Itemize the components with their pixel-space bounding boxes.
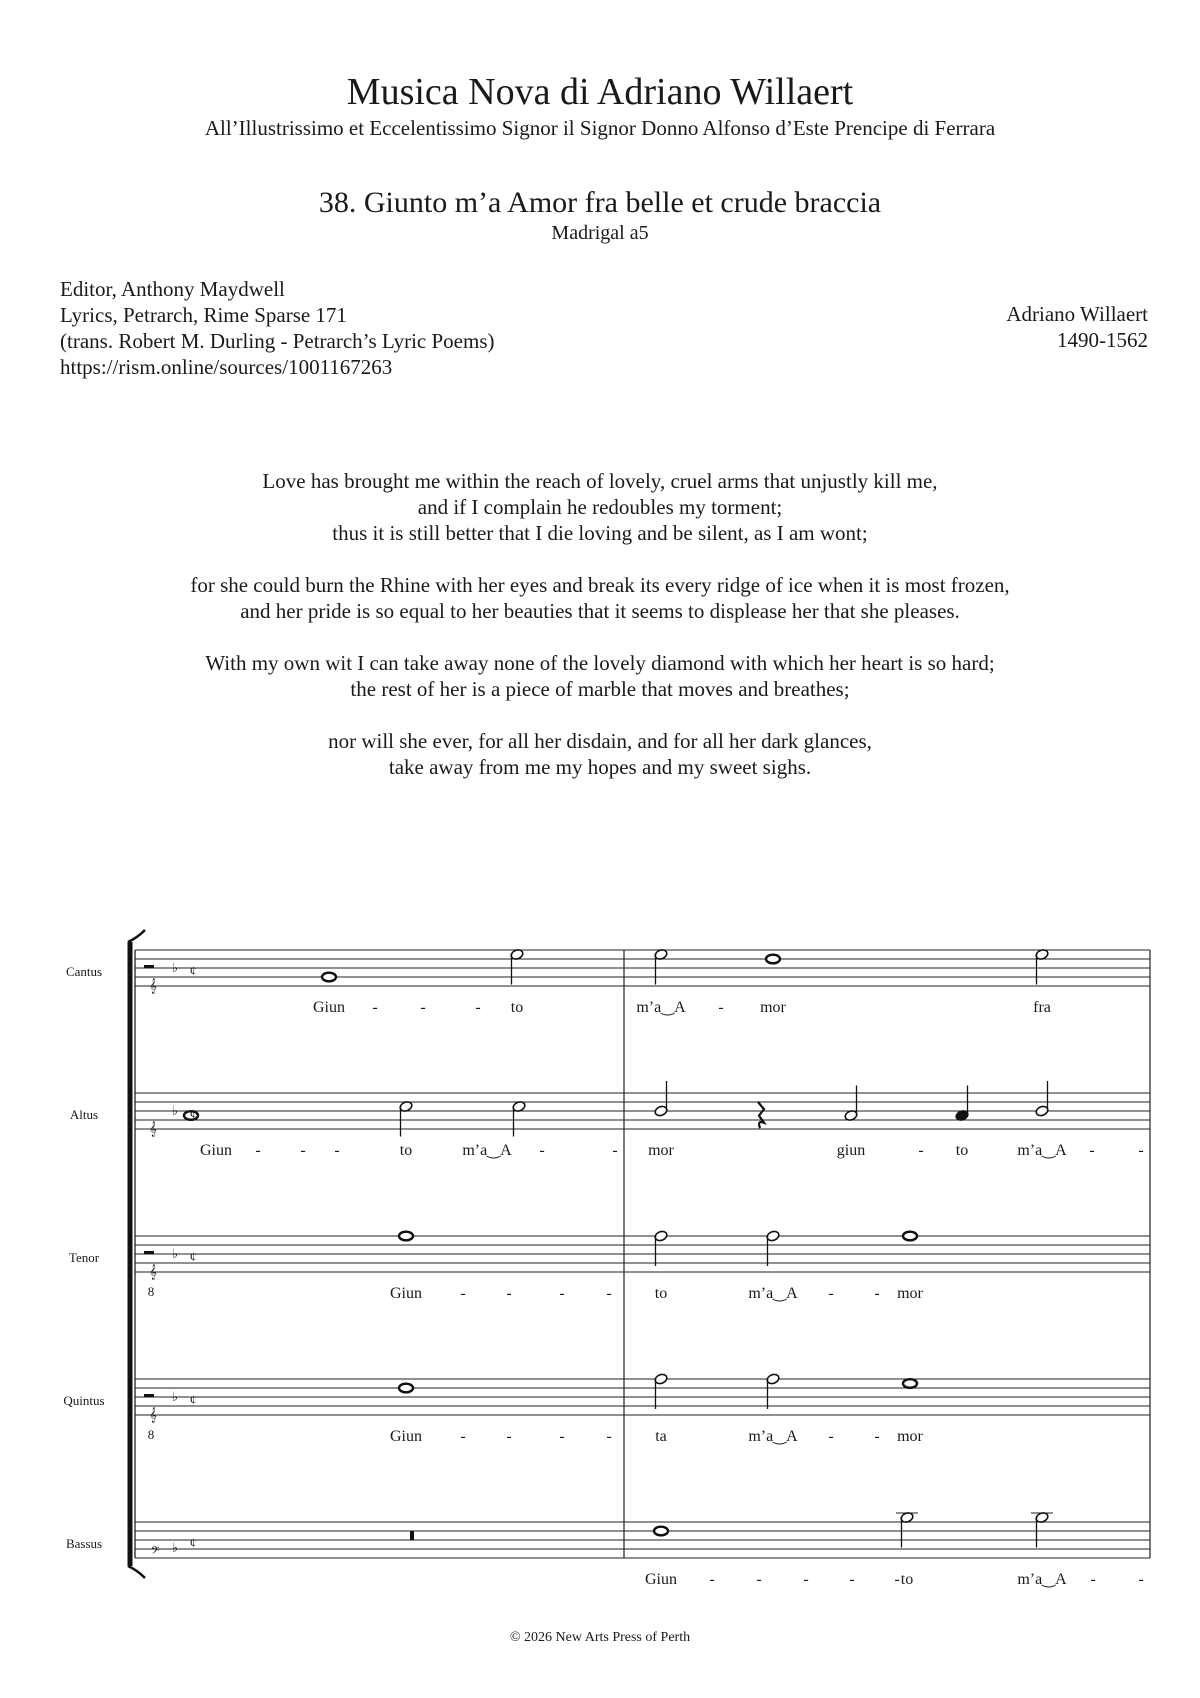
lyric-syllable: mor [897, 1428, 923, 1445]
lyric-syllable: Giun [390, 1285, 422, 1302]
lyric-syllable: to [900, 1571, 914, 1588]
part-label: Quintus [63, 1393, 105, 1408]
flat-key-signature-icon: ♭ [171, 1246, 179, 1261]
flat-key-signature-icon: ♭ [171, 1389, 179, 1404]
lyric-hyphen: - [918, 1142, 924, 1159]
lyrics-credit: Lyrics, Petrarch, Rime Sparse 171 [60, 303, 347, 327]
lyric-hyphen: - [1089, 1142, 1095, 1159]
lyric-hyphen: - [475, 999, 481, 1016]
lyric-hyphen: - [506, 1428, 512, 1445]
lyric-hyphen: - [606, 1285, 612, 1302]
lyric-hyphen: - [506, 1285, 512, 1302]
poem-line: nor will she ever, for all her disdain, and for all her dark glances, [328, 729, 872, 753]
semibreve-note [903, 1232, 917, 1241]
semibreve-note [654, 1527, 668, 1536]
cut-time-icon: ¢ [189, 1106, 197, 1121]
lyric-hyphen: - [1090, 1571, 1096, 1588]
lyric-syllable: ta [655, 1428, 667, 1445]
semibreve-note [322, 973, 336, 982]
staff-tenor [69, 1230, 1150, 1379]
lyric-syllable: Giun [390, 1428, 422, 1445]
lyric-syllable: m’a‿A [636, 999, 686, 1016]
octave-marker: 8 [147, 1427, 155, 1442]
lyric-hyphen: - [559, 1428, 565, 1445]
part-label: Bassus [65, 1536, 103, 1551]
lyric-hyphen: - [718, 999, 724, 1016]
composer-dates: 1490-1562 [1057, 328, 1148, 352]
lyric-hyphen: - [849, 1571, 855, 1588]
editor-credit: Editor, Anthony Maydwell [60, 277, 285, 301]
lyric-syllable: Giun [200, 1142, 232, 1159]
semibreve-note [399, 1232, 413, 1241]
treble-clef-icon: 𝄞 [149, 1407, 157, 1422]
staff-cantus [66, 948, 1150, 1093]
composer-name: Adriano Willaert [1006, 302, 1148, 326]
poem-line: thus it is still better that I die loving and be silent, as I am wont; [332, 521, 868, 545]
lyric-hyphen: - [539, 1142, 545, 1159]
part-label: Altus [69, 1107, 99, 1122]
flat-key-signature-icon: ♭ [171, 1103, 179, 1118]
poem-line: and if I complain he redoubles my torment; [417, 495, 783, 519]
lyric-syllable: mor [897, 1285, 923, 1302]
lyric-syllable: to [654, 1285, 668, 1302]
treble-clef-icon: 𝄞 [149, 1264, 157, 1279]
octave-marker: 8 [147, 1284, 155, 1299]
lyric-syllable: Giun [645, 1571, 677, 1588]
treble-clef-icon: 𝄞 [149, 978, 157, 993]
poem-line: Love has brought me within the reach of lovely, cruel arms that unjustly kill me, [262, 469, 938, 493]
lyric-hyphen: - [1138, 1571, 1144, 1588]
lyric-hyphen: - [828, 1285, 834, 1302]
poem-line: and her pride is so equal to her beauties that it seems to displease her that she pleases. [240, 599, 960, 623]
lyric-syllable: to [955, 1142, 969, 1159]
semibreve-note [399, 1384, 413, 1393]
lyric-syllable: m’a‿A [1017, 1571, 1067, 1588]
translation-credit: (trans. Robert M. Durling - Petrarch’s Lyric Poems) [60, 329, 495, 353]
flat-key-signature-icon: ♭ [171, 1540, 179, 1555]
lyric-hyphen: - [559, 1285, 565, 1302]
lyric-hyphen: - [756, 1571, 762, 1588]
lyric-hyphen: - [1138, 1142, 1144, 1159]
treble-clef-icon: 𝄞 [149, 1121, 157, 1136]
lyric-syllable: Giun [313, 999, 345, 1016]
source-link[interactable]: https://rism.online/sources/1001167263 [60, 355, 393, 379]
cut-time-icon: ¢ [189, 1249, 197, 1264]
lyric-syllable: mor [648, 1142, 674, 1159]
cut-time-icon: ¢ [189, 963, 197, 978]
lyric-hyphen: - [803, 1571, 809, 1588]
breve-rest [410, 1531, 414, 1540]
minim-rest [144, 1251, 154, 1255]
lyric-hyphen: - [874, 1285, 880, 1302]
semibreve-note [766, 955, 780, 964]
copyright-notice: © 2026 New Arts Press of Perth [509, 1630, 691, 1645]
lyric-syllable: m’a‿A [462, 1142, 512, 1159]
bracket-bottom-hook [128, 1566, 145, 1578]
staff-quintus [63, 1373, 1150, 1522]
lyric-hyphen: - [460, 1285, 466, 1302]
lyric-syllable: m’a‿A [748, 1285, 798, 1302]
lyric-hyphen: - [874, 1428, 880, 1445]
lyric-hyphen: - [334, 1142, 340, 1159]
lyric-hyphen: - [420, 999, 426, 1016]
lyric-syllable: mor [760, 999, 786, 1016]
staff-bassus [66, 1511, 1150, 1558]
lyric-syllable: fra [1033, 999, 1051, 1016]
lyric-hyphen: - [255, 1142, 261, 1159]
lyric-hyphen: - [606, 1428, 612, 1445]
part-label: Cantus [65, 964, 103, 979]
semibreve-note [903, 1379, 917, 1388]
minim-rest [144, 965, 154, 969]
dedication-line: All’Illustrissimo et Eccelentissimo Signor il Signor Donno Alfonso d’Este Prencipe di Ferrara [204, 116, 996, 140]
piece-subtitle: Madrigal a5 [551, 222, 649, 244]
lyric-hyphen: - [894, 1571, 900, 1588]
lyric-hyphen: - [372, 999, 378, 1016]
lyric-hyphen: - [709, 1571, 715, 1588]
part-label: Tenor [68, 1250, 100, 1265]
poem-line: take away from me my hopes and my sweet sighs. [388, 755, 812, 779]
poem-line: for she could burn the Rhine with her eyes and break its every ridge of ice when it is most frozen, [190, 573, 1010, 597]
lyric-syllable: to [399, 1142, 413, 1159]
crotchet-rest [758, 1102, 764, 1128]
lyric-syllable: to [510, 999, 524, 1016]
cut-time-icon: ¢ [189, 1535, 197, 1550]
piece-title: 38. Giunto m’a Amor fra belle et crude braccia [318, 186, 882, 219]
poem-line: the rest of her is a piece of marble that moves and breathes; [350, 677, 850, 701]
lyric-hyphen: - [300, 1142, 306, 1159]
bass-clef-icon: 𝄢 [150, 1544, 160, 1559]
lyric-hyphen: - [612, 1142, 618, 1159]
lyric-syllable: giun [836, 1142, 866, 1159]
lyric-syllable: m’a‿A [1017, 1142, 1067, 1159]
minim-rest [144, 1394, 154, 1398]
lyric-syllable: m’a‿A [748, 1428, 798, 1445]
cut-time-icon: ¢ [189, 1392, 197, 1407]
flat-key-signature-icon: ♭ [171, 960, 179, 975]
lyric-hyphen: - [460, 1428, 466, 1445]
bracket-top-hook [128, 930, 145, 942]
poem-line: With my own wit I can take away none of the lovely diamond with which her heart is so hard; [205, 651, 995, 675]
lyric-hyphen: - [828, 1428, 834, 1445]
collection-title: Musica Nova di Adriano Willaert [346, 71, 854, 113]
